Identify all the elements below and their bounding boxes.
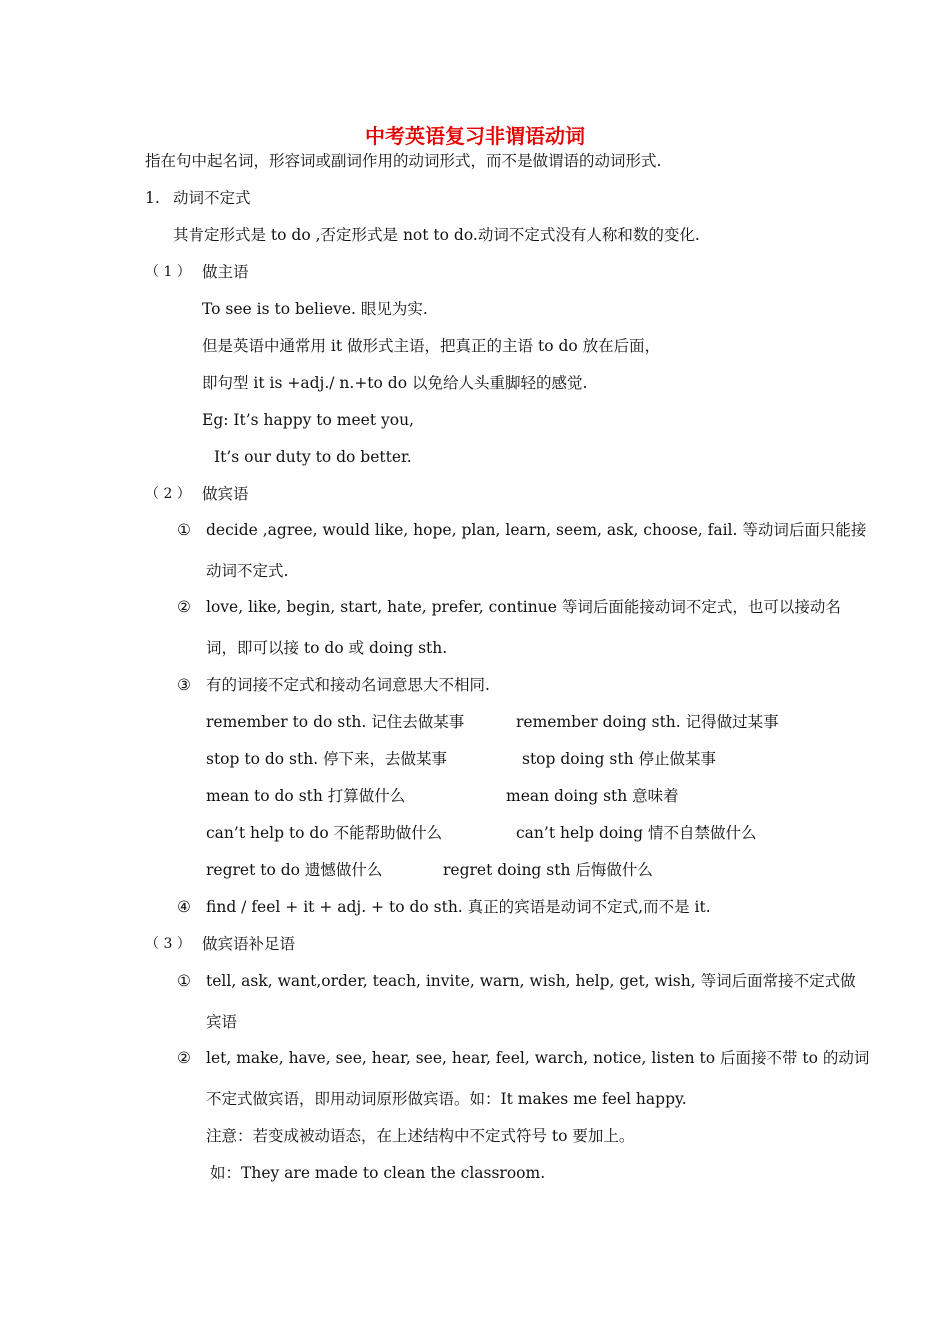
pair-3-left: mean to do sth 打算做什么 [206,787,406,805]
pair-5-left: regret to do 遗憾做什么 [206,861,383,879]
document-title: 中考英语复习非谓语动词 [365,124,585,148]
section-1-number: 1. [145,189,160,207]
complement-item-2-text: let, make, have, see, hear, see, hear, feel, warch, notice, listen to 后面接不带 to 的动词 [206,1049,870,1067]
pair-3-right: mean doing sth 意味着 [506,787,679,805]
item-2-text-cont: 词，即可以接 to do 或 doing sth. [206,639,448,657]
item-2-marker: ② [177,598,191,616]
section-1-heading: 动词不定式 [173,189,251,207]
pair-4-right: can’t help doing 情不自禁做什么 [516,824,757,842]
pair-1-left: remember to do sth. 记住去做某事 [206,713,465,731]
item-2-text: love, like, begin, start, hate, prefer, continue 等词后面能接动词不定式，也可以接动名 [206,598,841,616]
intro-text: 指在句中起名词，形容词或副词作用的动词形式，而不是做谓语的动词形式. [145,152,662,170]
pair-2-left: stop to do sth. 停下来，去做某事 [206,750,448,768]
pair-1-right: remember doing sth. 记得做过某事 [516,713,779,731]
pair-5-right: regret doing sth 后悔做什么 [443,861,653,879]
subsection-1-label: （ 1 ） [145,264,191,280]
subject-line-2: 但是英语中通常用 it 做形式主语，把真正的主语 to do 放在后面， [202,337,661,355]
subject-example-2: It’s our duty to do better. [214,448,412,466]
complement-item-2-text-cont: 不定式做宾语，即用动词原形做宾语。如：It makes me feel happy. [206,1090,687,1108]
subsection-2-heading: 做宾语 [202,485,249,503]
passive-example: 如：They are made to clean the classroom. [210,1164,546,1182]
complement-item-1-marker: ① [177,972,191,990]
item-3-text: 有的词接不定式和接动名词意思大不相同. [206,676,490,694]
item-1-text-cont: 动词不定式. [206,562,289,580]
item-1-marker: ① [177,521,191,539]
subsection-3-label: （ 3 ） [145,936,191,952]
subsection-1-heading: 做主语 [202,263,249,281]
complement-item-1-text-cont: 宾语 [206,1013,238,1031]
item-4-marker: ④ [177,898,191,916]
subject-line-1: To see is to believe. 眼见为实. [202,300,428,318]
subsection-2-label: （ 2 ） [145,486,191,502]
subsection-3-heading: 做宾语补足语 [202,935,296,953]
complement-item-2-marker: ② [177,1049,191,1067]
item-4-text: find / feel + it + adj. + to do sth. 真正的宾语是动词不定式,而不是 it. [206,898,711,916]
pair-4-left: can’t help to do 不能帮助做什么 [206,824,443,842]
section-1-description: 其肯定形式是 to do ,否定形式是 not to do.动词不定式没有人称和数的变化. [173,226,700,244]
pair-2-right: stop doing sth 停止做某事 [522,750,717,768]
item-1-text: decide ,agree, would like, hope, plan, learn, seem, ask, choose, fail. 等动词后面只能接 [206,521,867,539]
complement-item-1-text: tell, ask, want,order, teach, invite, warn, wish, help, get, wish, 等词后面常接不定式做 [206,972,856,990]
subject-line-3: 即句型 it is +adj./ n.+to do 以免给人头重脚轻的感觉. [202,374,588,392]
item-3-marker: ③ [177,676,191,694]
passive-note: 注意：若变成被动语态，在上述结构中不定式符号 to 要加上。 [206,1127,635,1145]
subject-example-1: Eg: It’s happy to meet you, [202,411,414,429]
